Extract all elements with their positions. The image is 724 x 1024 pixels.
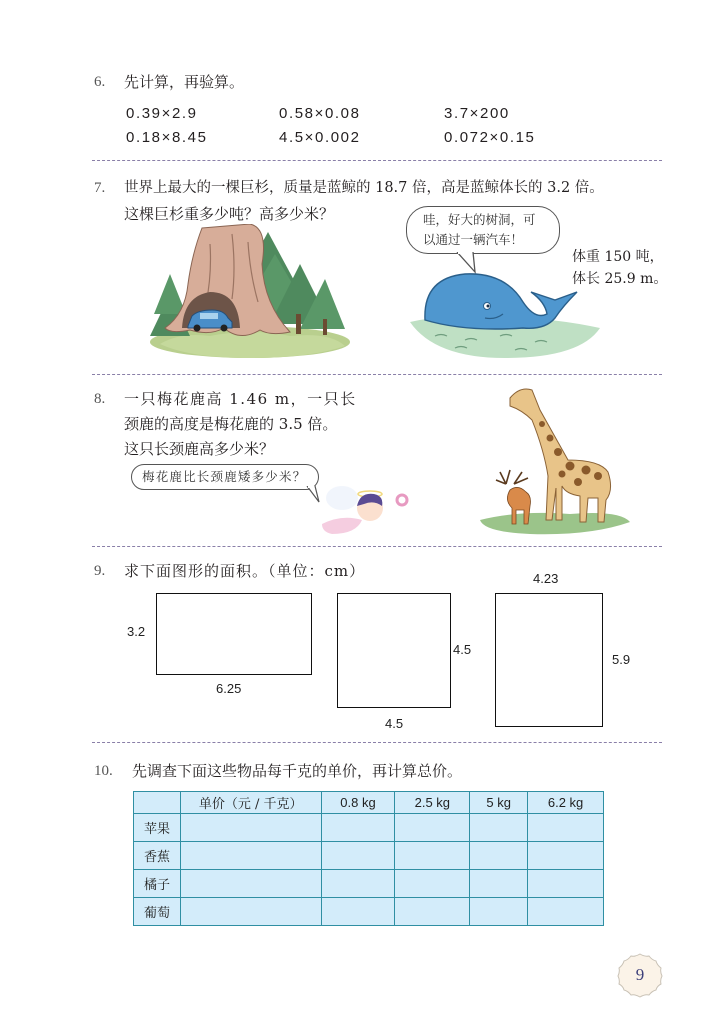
section-divider <box>92 546 662 547</box>
table-cell[interactable] <box>470 870 528 898</box>
speech-bubble-line-1: 哇，好大的树洞，可 <box>423 212 536 227</box>
row-label-banana: 香蕉 <box>134 842 181 870</box>
dimension-height: 5.9 <box>612 652 631 667</box>
table-header-cell <box>134 792 181 814</box>
table-cell[interactable] <box>180 814 321 842</box>
speech-bubble-line-2: 以通过一辆汽车！ <box>423 232 524 247</box>
table-cell[interactable] <box>470 898 528 926</box>
sequoia-tree-illustration <box>140 224 355 364</box>
question-prompt: 先调查下面这些物品每千克的单价，再计算总价。 <box>132 762 463 780</box>
table-cell[interactable] <box>528 814 604 842</box>
table-cell[interactable] <box>180 898 321 926</box>
table-cell[interactable] <box>470 814 528 842</box>
table-cell[interactable] <box>395 870 470 898</box>
speech-bubble <box>406 206 560 254</box>
table-cell[interactable] <box>528 870 604 898</box>
row-label-grape: 葡萄 <box>134 898 181 926</box>
expression: 0.072×0.15 <box>444 129 536 146</box>
expression: 3.7×200 <box>444 105 510 122</box>
rectangle-shape-3 <box>495 593 603 727</box>
question-text-line-3: 这只长颈鹿高多少米？ <box>124 440 275 458</box>
table-cell[interactable] <box>395 814 470 842</box>
table-header-weight: 6.2 kg <box>528 792 604 814</box>
angel-child-illustration <box>312 478 412 538</box>
table-row <box>134 842 604 870</box>
row-label-orange: 橘子 <box>134 870 181 898</box>
table-cell[interactable] <box>321 814 395 842</box>
expression: 0.18×8.45 <box>126 129 208 146</box>
table-cell[interactable] <box>528 898 604 926</box>
dimension-width: 4.5 <box>385 716 404 731</box>
table-row <box>134 814 604 842</box>
section-divider <box>92 160 662 161</box>
table-cell[interactable] <box>180 870 321 898</box>
question-prompt: 先计算，再验算。 <box>124 73 245 91</box>
table-cell[interactable] <box>321 870 395 898</box>
question-number: 8. <box>94 391 106 407</box>
dimension-height: 4.5 <box>453 642 472 657</box>
page-number-badge <box>615 952 665 998</box>
table-header-row <box>134 792 604 814</box>
blue-whale-illustration <box>405 262 605 362</box>
table-cell[interactable] <box>528 842 604 870</box>
question-text-line-2: 颈鹿的高度是梅花鹿的 3.5 倍。 <box>124 415 338 433</box>
page-number: 9 <box>635 965 645 984</box>
giraffe-and-deer-illustration <box>470 380 660 538</box>
table-cell[interactable] <box>321 842 395 870</box>
table-cell[interactable] <box>321 898 395 926</box>
whale-length: 体长 25.9 m。 <box>572 271 668 287</box>
dimension-height: 3.2 <box>127 624 146 639</box>
table-header-weight: 0.8 kg <box>321 792 395 814</box>
table-cell[interactable] <box>470 842 528 870</box>
square-shape-2 <box>337 593 451 708</box>
whale-weight: 体重 150 吨， <box>572 249 664 265</box>
rectangle-shape-1 <box>156 593 312 675</box>
question-text-line-1: 世界上最大的一棵巨杉，质量是蓝鲸的 18.7 倍，高是蓝鲸体长的 3.2 倍。 <box>124 180 604 196</box>
expression: 0.58×0.08 <box>279 105 361 122</box>
table-header-unit-price: 单价（元 / 千克） <box>180 792 321 814</box>
dimension-width: 6.25 <box>216 681 242 696</box>
speech-bubble: 梅花鹿比长颈鹿矮多少米？ <box>131 464 319 490</box>
section-divider <box>92 374 662 375</box>
table-row <box>134 870 604 898</box>
expression: 0.39×2.9 <box>126 105 198 122</box>
expression: 4.5×0.002 <box>279 129 361 146</box>
question-prompt: 求下面图形的面积。（单位：cm） <box>124 562 366 580</box>
question-number: 7. <box>94 180 106 196</box>
table-header-weight: 2.5 kg <box>395 792 470 814</box>
question-text-line-1: 一只梅花鹿高 1.46 m，一只长 <box>124 390 357 408</box>
table-cell[interactable] <box>395 842 470 870</box>
price-table <box>133 791 604 926</box>
dimension-width: 4.23 <box>533 571 559 586</box>
table-header-weight: 5 kg <box>470 792 528 814</box>
question-number: 10. <box>94 763 113 779</box>
table-cell[interactable] <box>395 898 470 926</box>
section-divider <box>92 742 662 743</box>
table-cell[interactable] <box>180 842 321 870</box>
question-text-line-2: 这棵巨杉重多少吨？高多少米？ <box>124 205 335 223</box>
question-number: 9. <box>94 563 106 579</box>
table-row <box>134 898 604 926</box>
question-number: 6. <box>94 74 106 90</box>
row-label-apple: 苹果 <box>134 814 181 842</box>
